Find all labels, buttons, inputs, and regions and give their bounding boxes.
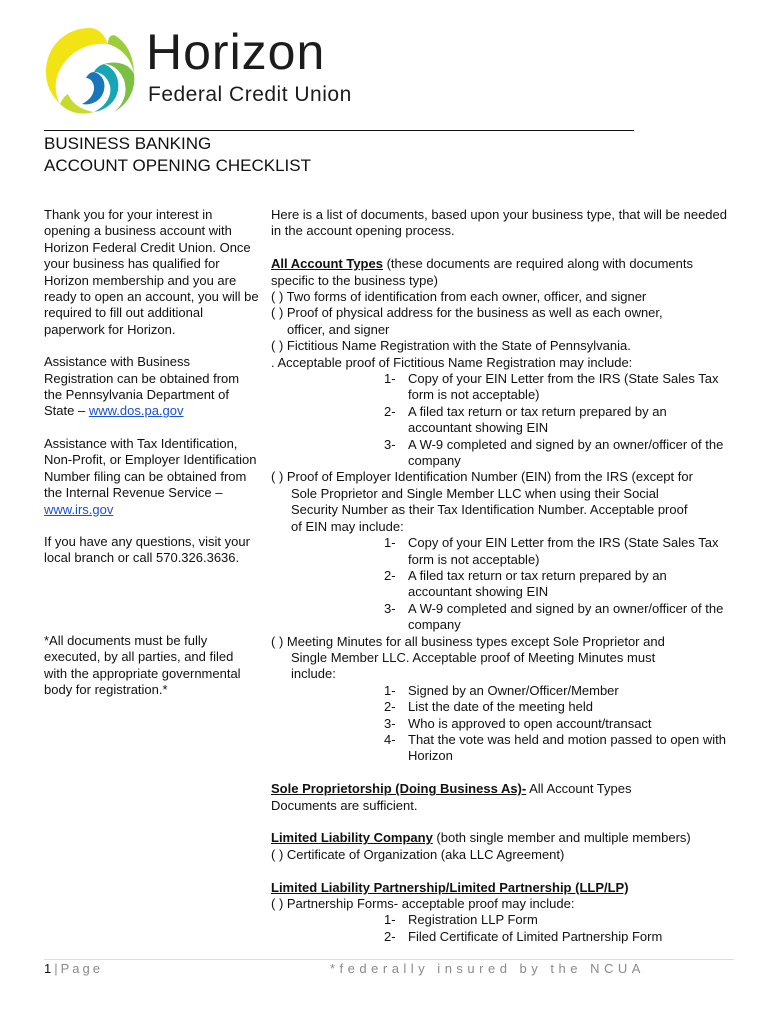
registration-text: Assistance with Business Registration can be obtained from the Pennsylvania Department of State – xyxy=(44,354,240,419)
page-label: Page xyxy=(60,961,103,976)
tax-text: Assistance with Tax Identification, Non-Profit, or Employer Identification Number filing can be obtained from the Internal Revenue Service – xyxy=(44,435,257,501)
checklist-item-cont: Security Number as their Tax Identification Number. Acceptable proof xyxy=(291,502,688,518)
sole-desc-cont: Documents are sufficient. xyxy=(271,797,418,813)
logo-wordmark: Horizon xyxy=(146,24,326,80)
questions-text: If you have any questions, visit your local branch or call 570.326.3636. xyxy=(44,533,250,566)
list-item: 3- A W-9 completed and signed by an owner/officer of the xyxy=(384,436,724,452)
list-item: 4- That the vote was held and motion passed to open with xyxy=(384,731,726,747)
logo-subtitle: Federal Credit Union xyxy=(148,83,352,106)
list-item: 3- Who is approved to open account/transact xyxy=(384,715,652,731)
fn-list xyxy=(271,371,731,469)
list-item-cont: accountant showing EIN xyxy=(408,420,549,436)
llc-heading xyxy=(271,830,731,846)
horizon-swirl-icon xyxy=(42,24,142,120)
list-item-cont: accountant showing EIN xyxy=(408,584,549,600)
checklist-item: ( ) Proof of physical address for the business as well as each owner, xyxy=(271,305,663,321)
checklist-item-cont: of EIN may include: xyxy=(291,518,404,534)
ncua-tagline: *federally insured by the NCUA xyxy=(330,961,645,976)
right-column xyxy=(271,207,731,945)
llp-title: Limited Liability Partnership/Limited Partnership (LLP/LP) xyxy=(271,879,629,895)
list-item: 2- Filed Certificate of Limited Partnership Form xyxy=(384,928,663,944)
registration-assistance xyxy=(44,354,259,420)
llp-heading xyxy=(271,880,731,896)
horizon-logo xyxy=(42,24,362,120)
page-title xyxy=(44,133,311,177)
title-line-1: BUSINESS BANKING xyxy=(44,134,212,153)
header-rule xyxy=(44,130,634,131)
all-types-title: All Account Types xyxy=(271,256,383,272)
tax-assistance xyxy=(44,436,259,518)
ein-list xyxy=(271,535,731,633)
list-item-cont: company xyxy=(408,453,461,469)
dos-link[interactable]: www.dos.pa.gov xyxy=(88,403,184,419)
llp-list xyxy=(271,912,731,945)
sole-title: Sole Proprietorship (Doing Business As)- xyxy=(271,781,527,797)
title-line-2: ACCOUNT OPENING CHECKLIST xyxy=(44,156,312,175)
intro-text: Thank you for your interest in opening a business account with Horizon Federal Credit Union. Once your business has qualified for Horizon membership and you are ready to open an account, you will be required to fill out additional paperwork for Horizon. xyxy=(44,207,259,337)
page-number: 1 | Page xyxy=(44,961,103,976)
all-types-desc: (these documents are required along with documents specific to the business type) xyxy=(271,256,693,288)
checklist-item-cont: officer, and signer xyxy=(287,321,390,337)
list-item-cont: Horizon xyxy=(408,748,453,764)
checklist-item: ( ) Two forms of identification from each owner, officer, and signer xyxy=(271,289,647,305)
list-item: 1- Copy of your EIN Letter from the IRS (State Sales Tax xyxy=(384,371,719,387)
checklist-item: ( ) Meeting Minutes for all business types except Sole Proprietor and xyxy=(271,633,665,649)
llc-desc: (both single member and multiple members) xyxy=(432,830,691,846)
execution-note: *All documents must be fully executed, by all parties, and filed with the appropriate governmental body for registration.* xyxy=(44,632,241,697)
list-item: 1- Signed by an Owner/Officer/Member xyxy=(384,682,619,698)
list-item: 1- Copy of your EIN Letter from the IRS (State Sales Tax xyxy=(384,535,719,551)
list-item-cont: company xyxy=(408,617,461,633)
left-column xyxy=(44,207,259,714)
minutes-list xyxy=(271,683,731,765)
llc-title: Limited Liability Company xyxy=(271,830,433,846)
all-types-heading xyxy=(271,256,731,289)
checklist-item: ( ) Partnership Forms- acceptable proof may include: xyxy=(271,896,575,911)
sole-desc: All Account Types xyxy=(526,781,632,797)
checklist-item: ( ) Proof of Employer Identification Number (EIN) from the IRS (except for xyxy=(271,469,693,485)
checklist-item: ( ) Certificate of Organization (aka LLC Agreement) xyxy=(271,846,565,862)
list-item-cont: form is not acceptable) xyxy=(408,551,540,567)
checklist-sub: . Acceptable proof of Fictitious Name Registration may include: xyxy=(271,354,633,370)
list-item: 2- List the date of the meeting held xyxy=(384,699,594,715)
list-item: 2- A filed tax return or tax return prepared by an xyxy=(384,403,667,419)
page-num: 1 xyxy=(44,961,52,976)
checklist-item-cont: Sole Proprietor and Single Member LLC when using their Social xyxy=(291,485,659,501)
list-item: 3- A W-9 completed and signed by an owner/officer of the xyxy=(384,600,724,616)
checklist-item-cont: Single Member LLC. Acceptable proof of Meeting Minutes must xyxy=(291,649,656,665)
checklist-item-cont: include: xyxy=(291,666,336,682)
irs-link[interactable]: www.irs.gov xyxy=(44,501,114,517)
list-item-cont: form is not acceptable) xyxy=(408,387,540,403)
list-item: 2- A filed tax return or tax return prepared by an xyxy=(384,567,667,583)
checklist-item: ( ) Fictitious Name Registration with the State of Pennsylvania. xyxy=(271,338,631,354)
list-item: 1- Registration LLP Form xyxy=(384,912,538,928)
sole-heading xyxy=(271,781,731,797)
right-intro: Here is a list of documents, based upon your business type, that will be needed in the account opening process. xyxy=(271,207,727,239)
footer-rule xyxy=(44,959,734,960)
